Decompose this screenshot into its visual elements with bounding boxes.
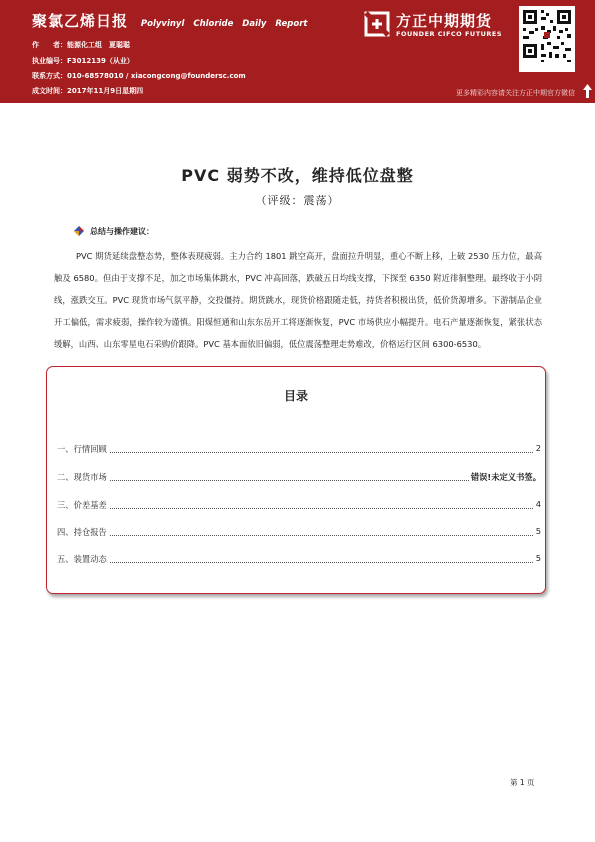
qr-code-icon: [519, 6, 575, 72]
logo-text-cn: 方正中期期货: [396, 12, 493, 30]
toc-item[interactable]: [57, 443, 541, 457]
summary-heading: [74, 226, 154, 237]
table-of-contents: [46, 366, 546, 594]
toc-item-label: 三、价差基差: [57, 500, 107, 510]
logo-text-en: FOUNDER CIFCO FUTURES: [396, 30, 503, 38]
founder-logo-icon: [364, 11, 390, 37]
toc-item-page: 2: [535, 443, 541, 453]
date-line: 成文时间：2017年11月9日星期四: [32, 87, 144, 95]
report-header: [0, 0, 595, 103]
report-title-cn: 聚氯乙烯日报: [32, 12, 129, 30]
contact-line: 联系方式：010-68578010 / xiacongcong@foundersc.com: [32, 72, 246, 80]
toc-item[interactable]: [57, 553, 541, 567]
toc-item-label: 二、现货市场: [57, 472, 107, 482]
toc-item-page: 错误!未定义书签。: [470, 472, 541, 482]
page-number: 第 1 页: [510, 778, 535, 787]
toc-leader-dots: [57, 452, 541, 453]
toc-leader-dots: [57, 508, 541, 509]
toc-item[interactable]: [57, 499, 541, 513]
follow-wechat-text: 更多精彩内容请关注方正中期官方微信: [456, 89, 575, 97]
toc-leader-dots: [57, 562, 541, 563]
summary-paragraph: PVC 期货延续盘整态势，整体表现疲弱。主力合约 1801 跳空高开，盘面拉升明显，重心不断上移，上破 2530 压力位，最高触及 6580。但由于支撑不足，加之市场集体跳水，PVC 冲高回落，跌破五日均线支撑，下探至 6350 附近徘徊整理。最终收于小阴线，涨跌交互。PVC 现货市场气氛平静，交投僵持。期货跳水，现货价格跟随走低，持货者积极出货，低价货源增多。下游制品企业开工偏低，需求疲弱，操作较为谨慎。阳煤恒通和山东东岳开工将逐渐恢复，PVC 市场供应小幅提升。电石产量逐渐恢复，紧张状态缓解，山西、山东零星电石采购价跟降。PVC 基本面依旧偏弱，低位震荡整理走势难改，价格运行区间 6300-6530。: [54, 251, 542, 349]
page-title: PVC 弱势不改，维持低位盘整: [181, 166, 414, 185]
rating-label: （评级：震荡）: [255, 194, 340, 207]
license-line: 执业编号：F3012139（从业）: [32, 57, 134, 65]
toc-title: 目录: [283, 389, 308, 403]
toc-item[interactable]: [57, 526, 541, 540]
summary-heading-text: 总结与操作建议：: [90, 227, 154, 236]
toc-item-page: 4: [535, 499, 541, 509]
company-logo: [364, 10, 514, 46]
report-title-en: Polyvinyl Chloride Daily Report: [140, 19, 308, 29]
toc-leader-dots: [57, 535, 541, 536]
toc-item-page: 5: [535, 553, 541, 563]
toc-item-label: 五、装置动态: [57, 554, 107, 564]
toc-item-label: 一、行情回顾: [57, 444, 107, 454]
toc-item-label: 四、持仓报告: [57, 527, 107, 537]
toc-item-page: 5: [535, 526, 541, 536]
arrow-up-icon: [582, 83, 593, 99]
toc-item[interactable]: [57, 471, 541, 485]
report-title: [32, 10, 307, 31]
diamond-bullet-icon: [74, 226, 84, 236]
author-line: 作 者：能源化工组 夏聪聪: [32, 41, 130, 49]
